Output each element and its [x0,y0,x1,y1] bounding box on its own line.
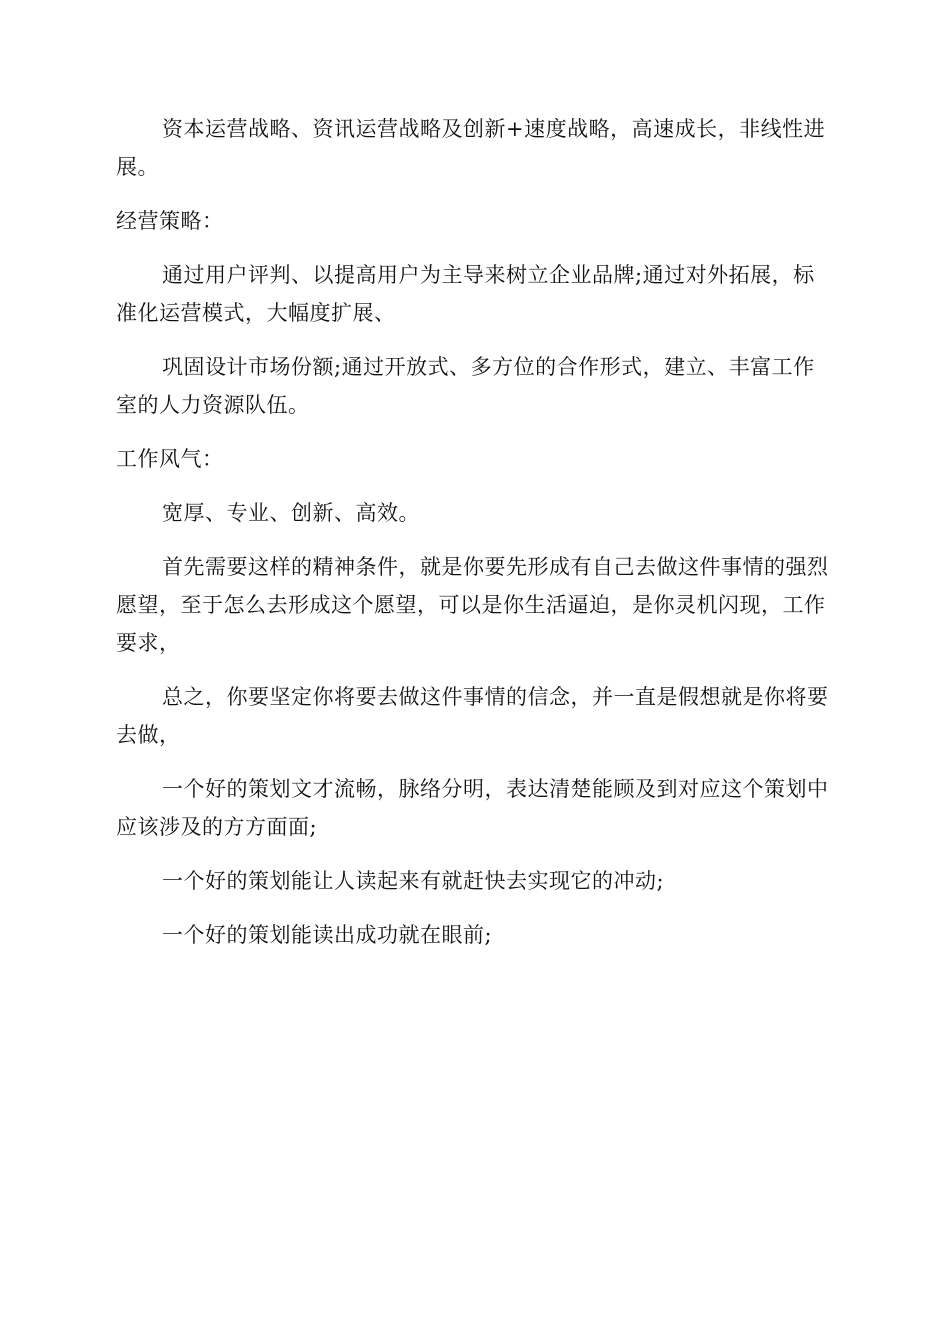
paragraph-good-plan-3: 一个好的策划能读出成功就在眼前; [162,923,493,947]
paragraph-belief: 总之，你要坚定你将要去做这件事情的信念，并一直是假想就是你将要去做， [116,685,829,747]
paragraph-strategy: 资本运营战略、资讯运营战略及创新+速度战略，高速成长，非线性进展。 [116,117,826,179]
heading-work-style: 工作风气： [116,447,224,471]
paragraph-brand: 通过用户评判、以提高用户为主导来树立企业品牌;通过对外拓展，标准化运营模式，大幅度扩展、 [116,263,815,325]
paragraph-good-plan-2: 一个好的策划能让人读起来有就赶快去实现它的冲动; [162,869,665,893]
heading-business-strategy: 经营策略： [116,209,224,233]
paragraph-good-plan-1: 一个好的策划文才流畅，脉络分明，表达清楚能顾及到对应这个策划中应该涉及的方方面面; [116,777,829,839]
document-body [116,110,836,970]
paragraph-motivation: 首先需要这样的精神条件，就是你要先形成有自己去做这件事情的强烈愿望，至于怎么去形成这个愿望，可以是你生活逼迫，是你灵机闪现，工作要求， [116,555,829,655]
paragraph-market-share: 巩固设计市场份额;通过开放式、多方位的合作形式，建立、丰富工作室的人力资源队伍。 [116,355,815,417]
paragraph-values: 宽厚、专业、创新、高效。 [162,501,420,525]
